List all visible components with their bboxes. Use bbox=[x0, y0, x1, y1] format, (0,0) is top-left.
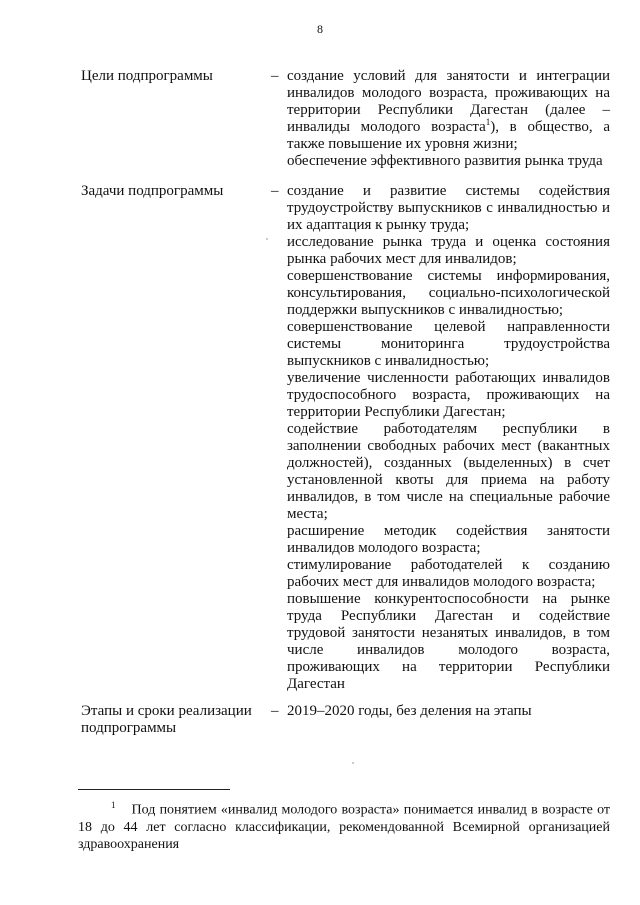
list-item: стимулирование работодателей к созданию рабочих мест для инвалидов молодого возраста; bbox=[287, 557, 610, 590]
footnote-reference: 1 bbox=[485, 117, 491, 127]
row-dash: – bbox=[271, 183, 279, 199]
scan-speck bbox=[266, 238, 268, 240]
list-item: создание и развитие системы содействия трудоустройству выпускников с инвалидностью и их адаптация к рынку труда; bbox=[287, 183, 610, 233]
list-item: создание условий для занятости и интеграции инвалидов молодого возраста, проживающих на территории Республики Дагестан (далее – инвалиды молодого возраста$^1$), в общество, а также повышение их уровня жизни; bbox=[287, 68, 610, 152]
list-item: исследование рынка труда и оценка состояния рынка рабочих мест для инвалидов; bbox=[287, 234, 610, 267]
list-item: содействие работодателям республики в заполнении свободных рабочих мест (вакантных должностей), созданных (выделенных) в счет установленной квоты для приема на работу инвалидов, в том числе на специальные рабочие места; bbox=[287, 421, 610, 522]
row-content-tasks bbox=[287, 183, 610, 693]
page-number: 8 bbox=[317, 22, 323, 36]
list-item: повышение конкурентоспособности на рынке труда Республики Дагестан и содействие трудовой занятости незанятых инвалидов, в том числе инвалидов молодого возраста, проживающих на территории Республики Дагестан bbox=[287, 591, 610, 692]
list-item: совершенствование целевой направленности системы мониторинга трудоустройства выпускников с инвалидностью; bbox=[287, 319, 610, 369]
footnote-divider bbox=[78, 789, 230, 790]
row-label-stages: Этапы и сроки реализации подпрограммы bbox=[81, 703, 252, 736]
scan-speck bbox=[352, 762, 354, 764]
list-item: совершенствование системы информирования, консультирования, социально-психологической поддержки выпускников с инвалидностью; bbox=[287, 268, 610, 318]
row-dash: – bbox=[271, 68, 279, 84]
footnote-mark: 1 bbox=[111, 800, 116, 810]
row-content-goals bbox=[287, 68, 610, 170]
footnote bbox=[78, 797, 610, 853]
row-label-tasks: Задачи подпрограммы bbox=[81, 183, 224, 199]
row-dash: – bbox=[271, 703, 279, 719]
list-item: обеспечение эффективного развития рынка труда bbox=[287, 153, 603, 169]
list-item: расширение методик содействия занятости инвалидов молодого возраста; bbox=[287, 523, 610, 556]
footnote-text: Под понятием «инвалид молодого возраста» понимается инвалид в возрасте от 18 до 44 лет согласно классификации, рекомендованной Всемирной организацией здравоохранения bbox=[78, 802, 610, 852]
list-item: 2019–2020 годы, без деления на этапы bbox=[287, 703, 532, 719]
row-content-stages bbox=[287, 703, 610, 720]
row-label-goals: Цели подпрограммы bbox=[81, 68, 213, 84]
list-item: увеличение численности работающих инвалидов трудоспособного возраста, проживающих на территории Республики Дагестан; bbox=[287, 370, 610, 420]
